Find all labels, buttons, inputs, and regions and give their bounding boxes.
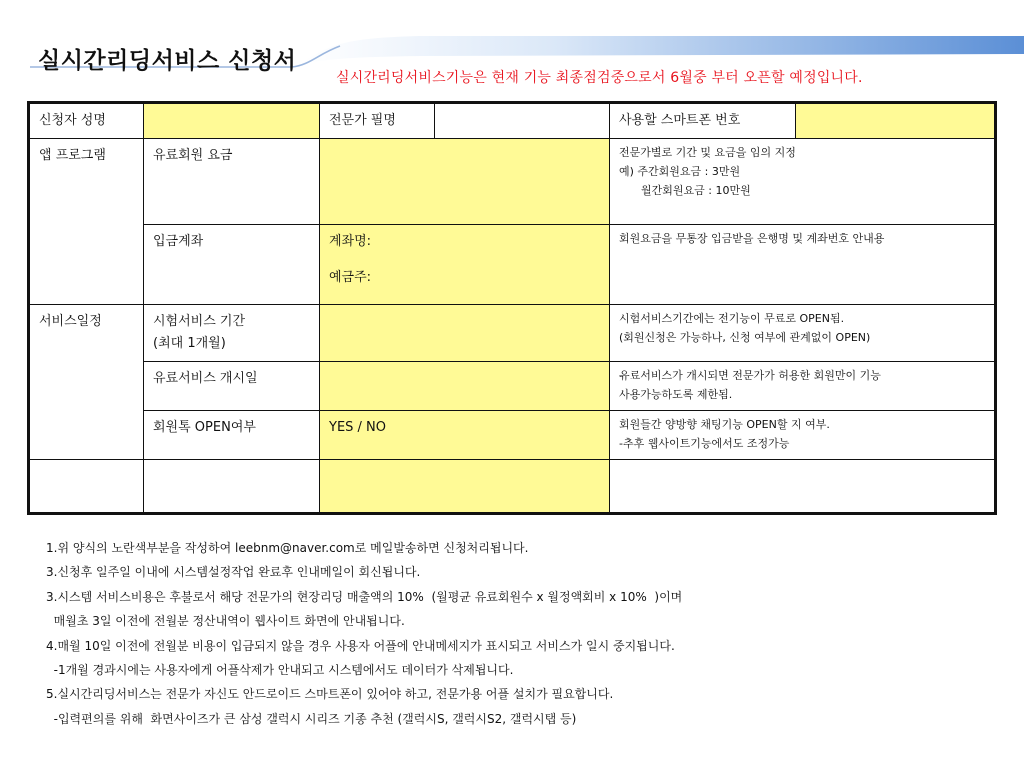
app-program-section-label: 앱 프로그램 xyxy=(30,139,144,305)
member-chat-open-label: 회원톡 OPEN여부 xyxy=(144,411,320,460)
blank-entry-field[interactable] xyxy=(320,460,610,513)
trial-period-label-line: 시험서비스 기간 xyxy=(153,314,246,329)
service-notice: 실시간리딩서비스기능은 현재 기능 최종점검중으로서 6월중 부터 오픈할 예정입니다. xyxy=(336,70,863,86)
paid-service-note xyxy=(610,362,995,411)
account-holder-label: 예금주: xyxy=(329,270,372,285)
member-chat-open-field[interactable]: YES / NO xyxy=(320,411,610,460)
page-title: 실시간리딩서비스 신청서 xyxy=(38,47,297,74)
note-line: 5.실시간리딩서비스는 전문가 자신도 안드로이드 스마트폰이 있어야 하고, 전문가용 어플 설치가 필요합니다. xyxy=(46,687,614,702)
trial-period-label xyxy=(144,305,320,362)
instruction-notes xyxy=(46,536,682,731)
paid-service-start-label: 유료서비스 개시일 xyxy=(144,362,320,411)
applicant-name-field[interactable] xyxy=(144,104,320,139)
applicant-name-label: 신청자 성명 xyxy=(30,104,144,139)
trial-note xyxy=(610,305,995,362)
note-line: -입력편의를 위해 화면사이즈가 큰 삼성 갤럭시 시리즈 기종 추천 (갤럭시S, 갤럭시S2, 갤럭시탭 등) xyxy=(46,711,577,726)
fee-note-line: 예) 주간회원요금 : 3만원 xyxy=(619,165,741,178)
member-chat-note-line: -추후 웹사이트기능에서도 조정가능 xyxy=(619,437,790,450)
note-line: -1개월 경과시에는 사용자에게 어플삭제가 안내되고 시스템에서도 데이터가 삭제됩니다. xyxy=(46,663,514,678)
note-line: 3.신청후 일주일 이내에 시스템설정작업 완료후 인내메일이 회신됩니다. xyxy=(46,565,421,580)
account-note: 회원요금을 무통장 입금받을 은행명 및 계좌번호 안내용 xyxy=(610,225,995,305)
trial-period-field[interactable] xyxy=(320,305,610,362)
smartphone-number-field[interactable] xyxy=(796,104,995,139)
note-line: 매월초 3일 이전에 전월분 정산내역이 웹사이트 화면에 안내됩니다. xyxy=(46,614,405,629)
blank-cell xyxy=(144,460,320,513)
smartphone-number-label: 사용할 스마트폰 번호 xyxy=(610,104,796,139)
paid-service-note-line: 사용가능하도록 제한됨. xyxy=(619,388,733,401)
fee-note-line: 월간회원요금 : 10만원 xyxy=(641,184,751,197)
blank-cell xyxy=(30,460,144,513)
member-chat-note xyxy=(610,411,995,460)
expert-name-label: 전문가 필명 xyxy=(320,104,435,139)
fee-note-line: 전문가별로 기간 및 요금을 임의 지정 xyxy=(619,146,796,159)
account-name-label: 계좌명: xyxy=(329,234,372,249)
paid-member-fee-field[interactable] xyxy=(320,139,610,225)
application-form xyxy=(27,101,997,515)
note-line: 3.시스템 서비스비용은 후불로서 해당 전문가의 현장리딩 매출액의 10% (월평균 유료회원수 x 월정액회비 x 10% )이며 xyxy=(46,589,683,604)
trial-note-line: (회원신청은 가능하나, 신청 여부에 관계없이 OPEN) xyxy=(619,331,871,344)
deposit-account-label: 입금계좌 xyxy=(144,225,320,305)
deposit-account-field[interactable] xyxy=(320,225,610,305)
paid-service-start-field[interactable] xyxy=(320,362,610,411)
paid-service-note-line: 유료서비스가 개시되면 전문가가 허용한 회원만이 기능 xyxy=(619,369,881,382)
fee-note xyxy=(610,139,995,225)
note-line: 1.위 양식의 노란색부분을 작성하여 leebnm@naver.com로 메일발송하면 신청처리됩니다. xyxy=(46,541,529,555)
paid-member-fee-label: 유료회원 요금 xyxy=(144,139,320,225)
trial-note-line: 시험서비스기간에는 전기능이 무료로 OPEN됨. xyxy=(619,312,845,325)
expert-name-field[interactable] xyxy=(435,104,610,139)
blank-cell xyxy=(610,460,995,513)
note-line: 4.매월 10일 이전에 전월분 비용이 입금되지 않을 경우 사용자 어플에 안내메세지가 표시되고 서비스가 일시 중지됩니다. xyxy=(46,638,675,653)
trial-period-label-line: (최대 1개월) xyxy=(153,336,226,351)
member-chat-note-line: 회원들간 양방향 채팅기능 OPEN할 지 여부. xyxy=(619,418,830,431)
service-schedule-section-label: 서비스일정 xyxy=(30,305,144,460)
